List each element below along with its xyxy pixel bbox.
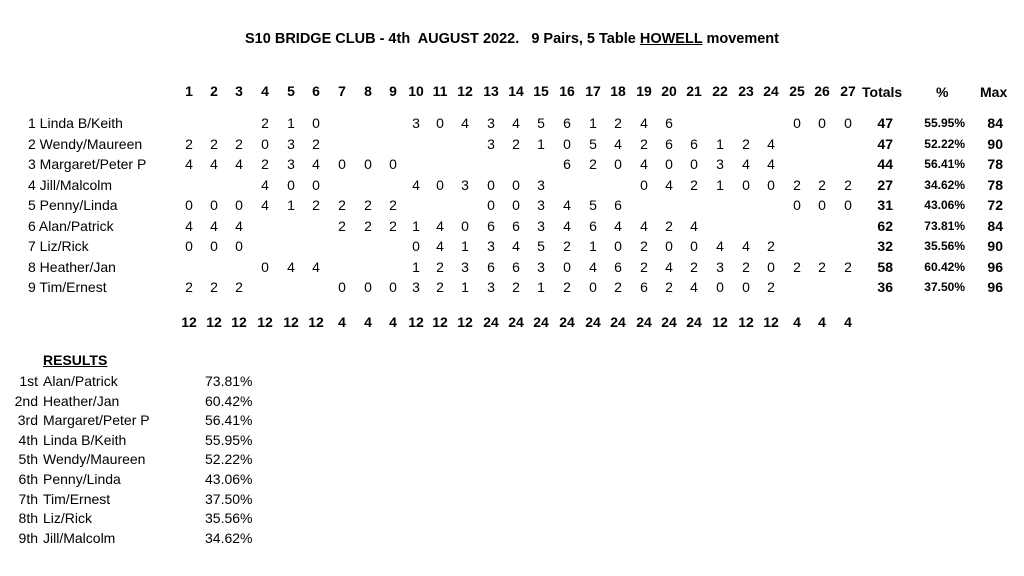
pair-name: 4 Jill/Malcolm	[28, 176, 113, 193]
result-name: Liz/Rick	[43, 510, 93, 527]
result-percent: 37.50%	[205, 490, 253, 507]
board-max: 12	[738, 314, 754, 330]
board-header: 11	[432, 83, 448, 99]
board-max: 4	[844, 314, 852, 330]
score-cell: 0	[844, 197, 852, 213]
score-cell: 2	[436, 279, 444, 295]
board-header: 1	[185, 83, 193, 99]
board-header: 16	[559, 83, 575, 99]
score-cell: 2	[563, 279, 571, 295]
score-cell: 0	[185, 238, 193, 254]
score-cell: 6	[614, 197, 622, 213]
score-cell: 0	[589, 279, 597, 295]
score-cell: 0	[512, 197, 520, 213]
board-max: 12	[457, 314, 473, 330]
pair-percent: 60.42%	[924, 259, 965, 274]
score-cell: 0	[563, 258, 571, 275]
score-cell: 0	[716, 279, 724, 295]
score-cell: 2	[312, 197, 320, 213]
board-header: 10	[408, 83, 424, 99]
score-cell: 6	[512, 217, 520, 234]
board-max: 12	[408, 314, 424, 330]
score-cell: 4	[614, 217, 622, 234]
score-cell: 0	[210, 197, 218, 213]
pair-max: 72	[987, 197, 1003, 213]
score-cell: 3	[716, 258, 724, 275]
board-max: 24	[585, 314, 601, 330]
pair-name: 6 Alan/Patrick	[28, 217, 114, 234]
board-max: 4	[389, 314, 397, 330]
pair-total: 36	[877, 279, 893, 295]
score-cell: 2	[614, 115, 622, 131]
board-max: 4	[793, 314, 801, 330]
score-cell: 0	[436, 176, 444, 193]
board-header: 14	[508, 83, 524, 99]
score-cell: 3	[716, 156, 724, 172]
result-name: Wendy/Maureen	[43, 451, 146, 468]
score-cell: 6	[690, 135, 698, 152]
pair-percent: 55.95%	[924, 116, 965, 130]
result-rank: 6th	[18, 471, 38, 487]
score-cell: 0	[690, 238, 698, 254]
score-cell: 6	[563, 156, 571, 172]
pair-total: 44	[877, 156, 893, 172]
result-name: Alan/Patrick	[43, 373, 118, 389]
percent-header: %	[936, 84, 949, 100]
pair-name: 3 Margaret/Peter P	[28, 156, 147, 172]
score-cell: 1	[461, 238, 469, 254]
pair-max: 96	[987, 279, 1003, 295]
score-cell: 2	[640, 135, 648, 152]
score-cell: 0	[312, 115, 320, 131]
score-cell: 2	[512, 279, 520, 295]
board-max: 4	[818, 314, 826, 330]
score-cell: 3	[461, 176, 469, 193]
score-cell: 0	[690, 156, 698, 172]
score-cell: 0	[665, 238, 673, 254]
board-max: 12	[432, 314, 448, 330]
score-cell: 5	[537, 115, 545, 131]
score-cell: 4	[436, 217, 444, 234]
score-cell: 2	[185, 279, 193, 295]
score-cell: 2	[614, 279, 622, 295]
score-cell: 1	[287, 115, 295, 131]
pair-name: 8 Heather/Jan	[28, 258, 116, 275]
score-cell: 0	[235, 197, 243, 213]
board-header: 12	[457, 83, 473, 99]
pair-percent: 43.06%	[924, 198, 965, 212]
score-cell: 1	[716, 135, 724, 152]
board-header: 15	[533, 83, 549, 99]
score-cell: 6	[614, 258, 622, 275]
pair-total: 31	[877, 197, 893, 213]
score-cell: 4	[716, 238, 724, 254]
board-max: 24	[533, 314, 549, 330]
score-cell: 2	[640, 258, 648, 275]
board-max: 12	[283, 314, 299, 330]
pair-max: 96	[987, 258, 1003, 275]
score-cell: 2	[767, 279, 775, 295]
score-cell: 5	[537, 238, 545, 254]
score-cell: 1	[537, 135, 545, 152]
board-max: 12	[712, 314, 728, 330]
board-max: 12	[206, 314, 222, 330]
score-cell: 3	[287, 135, 295, 152]
score-cell: 0	[389, 156, 397, 172]
board-header: 17	[585, 83, 601, 99]
score-cell: 0	[261, 258, 269, 275]
score-cell: 0	[412, 238, 420, 254]
score-cell: 4	[640, 115, 648, 131]
score-cell: 0	[364, 156, 372, 172]
board-header: 23	[738, 83, 754, 99]
score-cell: 6	[512, 258, 520, 275]
board-max: 12	[763, 314, 779, 330]
pair-max: 90	[987, 238, 1003, 254]
score-cell: 4	[690, 217, 698, 234]
score-cell: 1	[461, 279, 469, 295]
score-cell: 5	[589, 197, 597, 213]
score-cell: 6	[665, 115, 673, 131]
result-percent: 55.95%	[205, 431, 253, 448]
result-rank: 5th	[18, 451, 38, 468]
result-name: Heather/Jan	[43, 392, 120, 409]
score-cell: 0	[742, 279, 750, 295]
score-cell: 2	[210, 135, 218, 152]
score-cell: 0	[640, 176, 648, 193]
score-cell: 2	[512, 135, 520, 152]
score-cell: 0	[614, 238, 622, 254]
score-cell: 4	[665, 176, 673, 193]
score-cell: 2	[185, 135, 193, 152]
pair-max: 78	[987, 176, 1003, 193]
score-cell: 3	[487, 279, 495, 295]
page-title	[0, 31, 1024, 47]
pair-name: 5 Penny/Linda	[28, 197, 118, 213]
result-rank: 9th	[18, 529, 38, 546]
score-cell: 0	[338, 156, 346, 172]
score-cell: 4	[640, 217, 648, 234]
score-cell: 4	[235, 217, 243, 234]
score-cell: 4	[614, 135, 622, 152]
score-cell: 4	[436, 238, 444, 254]
result-rank: 2nd	[14, 392, 38, 409]
score-cell: 0	[364, 279, 372, 295]
score-cell: 0	[767, 258, 775, 275]
pair-total: 27	[877, 176, 893, 193]
score-cell: 3	[487, 115, 495, 131]
result-name: Margaret/Peter P	[43, 412, 150, 429]
score-cell: 4	[210, 217, 218, 234]
score-cell: 4	[235, 156, 243, 172]
result-percent: 35.56%	[205, 510, 253, 527]
score-cell: 4	[185, 156, 193, 172]
result-percent: 43.06%	[205, 471, 253, 487]
board-header: 3	[235, 83, 243, 99]
board-header: 21	[686, 83, 702, 99]
score-cell: 3	[412, 115, 420, 131]
score-cell: 0	[261, 135, 269, 152]
score-cell: 4	[767, 135, 775, 152]
score-cell: 5	[589, 135, 597, 152]
score-cell: 4	[640, 156, 648, 172]
board-max: 24	[559, 314, 575, 330]
score-cell: 2	[818, 176, 826, 193]
score-cell: 2	[665, 279, 673, 295]
score-cell: 4	[312, 258, 320, 275]
pair-max: 78	[987, 156, 1003, 172]
board-header: 25	[789, 83, 805, 99]
score-cell: 0	[389, 279, 397, 295]
score-cell: 3	[287, 156, 295, 172]
result-rank: 1st	[19, 373, 38, 389]
score-cell: 0	[487, 176, 495, 193]
result-rank: 7th	[18, 490, 38, 507]
score-cell: 2	[261, 115, 269, 131]
score-cell: 3	[487, 135, 495, 152]
score-cell: 2	[793, 258, 801, 275]
board-header: 7	[338, 83, 346, 99]
score-cell: 2	[235, 279, 243, 295]
score-cell: 0	[767, 176, 775, 193]
score-cell: 0	[844, 115, 852, 131]
pair-total: 47	[877, 135, 893, 152]
score-cell: 2	[640, 238, 648, 254]
score-cell: 0	[742, 176, 750, 193]
score-cell: 0	[461, 217, 469, 234]
score-cell: 4	[690, 279, 698, 295]
score-cell: 4	[210, 156, 218, 172]
result-percent: 73.81%	[205, 373, 253, 389]
score-cell: 6	[563, 115, 571, 131]
pair-max: 84	[987, 115, 1003, 131]
title-main: S10 BRIDGE CLUB - 4th AUGUST 2022. 9 Pairs, 5 Table	[245, 31, 640, 47]
board-max: 24	[508, 314, 524, 330]
score-cell: 0	[793, 115, 801, 131]
board-max: 24	[686, 314, 702, 330]
score-cell: 4	[742, 238, 750, 254]
result-percent: 34.62%	[205, 529, 253, 546]
score-cell: 3	[461, 258, 469, 275]
pair-total: 58	[877, 258, 893, 275]
pair-percent: 34.62%	[924, 177, 965, 192]
score-cell: 3	[487, 238, 495, 254]
board-header: 4	[261, 83, 269, 99]
score-cell: 4	[742, 156, 750, 172]
score-cell: 2	[818, 258, 826, 275]
score-cell: 2	[742, 135, 750, 152]
score-cell: 2	[261, 156, 269, 172]
board-max: 24	[661, 314, 677, 330]
result-rank: 8th	[18, 510, 38, 527]
result-name: Jill/Malcolm	[43, 529, 116, 546]
score-cell: 1	[589, 238, 597, 254]
pair-percent: 56.41%	[924, 157, 965, 171]
totals-header: Totals	[862, 84, 903, 100]
score-cell: 2	[338, 197, 346, 213]
score-cell: 4	[412, 176, 420, 193]
board-max: 12	[181, 314, 197, 330]
result-name: Penny/Linda	[43, 471, 121, 487]
pair-total: 62	[877, 217, 893, 234]
score-cell: 2	[389, 197, 397, 213]
score-cell: 3	[537, 217, 545, 234]
score-cell: 0	[338, 279, 346, 295]
score-cell: 1	[412, 217, 420, 234]
score-cell: 2	[690, 258, 698, 275]
score-cell: 4	[461, 115, 469, 131]
score-cell: 0	[210, 238, 218, 254]
result-percent: 56.41%	[205, 412, 253, 429]
result-rank: 3rd	[17, 412, 38, 429]
score-cell: 2	[338, 217, 346, 234]
score-cell: 2	[436, 258, 444, 275]
score-cell: 2	[389, 217, 397, 234]
board-header: 24	[763, 83, 779, 99]
score-cell: 6	[640, 279, 648, 295]
board-header: 22	[712, 83, 728, 99]
score-cell: 4	[512, 238, 520, 254]
score-cell: 2	[589, 156, 597, 172]
score-cell: 0	[185, 197, 193, 213]
board-header: 2	[210, 83, 218, 99]
score-cell: 2	[364, 217, 372, 234]
score-cell: 1	[537, 279, 545, 295]
title-suffix: movement	[702, 31, 779, 47]
score-cell: 0	[487, 197, 495, 213]
score-cell: 0	[818, 115, 826, 131]
pair-name: 1 Linda B/Keith	[28, 115, 123, 131]
score-cell: 1	[589, 115, 597, 131]
score-cell: 4	[563, 197, 571, 213]
pair-total: 47	[877, 115, 893, 131]
score-cell: 2	[793, 176, 801, 193]
pair-name: 7 Liz/Rick	[28, 238, 89, 254]
pair-percent: 52.22%	[924, 136, 965, 151]
board-max: 12	[308, 314, 324, 330]
board-header: 6	[312, 83, 320, 99]
pair-percent: 35.56%	[924, 239, 965, 253]
score-cell: 6	[665, 135, 673, 152]
board-max: 24	[483, 314, 499, 330]
score-cell: 6	[589, 217, 597, 234]
score-cell: 0	[665, 156, 673, 172]
score-cell: 2	[844, 258, 852, 275]
pair-name: 2 Wendy/Maureen	[28, 135, 143, 152]
score-cell: 2	[844, 176, 852, 193]
pair-percent: 73.81%	[924, 218, 965, 233]
score-cell: 3	[537, 197, 545, 213]
score-cell: 1	[287, 197, 295, 213]
score-cell: 6	[487, 217, 495, 234]
result-percent: 52.22%	[205, 451, 253, 468]
board-header: 18	[610, 83, 626, 99]
score-cell: 4	[767, 156, 775, 172]
pair-percent: 37.50%	[924, 280, 965, 294]
score-cell: 0	[512, 176, 520, 193]
score-cell: 4	[287, 258, 295, 275]
score-cell: 6	[487, 258, 495, 275]
score-cell: 2	[690, 176, 698, 193]
score-cell: 2	[767, 238, 775, 254]
score-cell: 4	[312, 156, 320, 172]
board-header: 27	[840, 83, 856, 99]
score-cell: 4	[261, 176, 269, 193]
title-movement: HOWELL	[639, 31, 703, 47]
board-header: 13	[483, 83, 499, 99]
board-header: 8	[364, 83, 372, 99]
score-cell: 4	[589, 258, 597, 275]
score-cell: 0	[793, 197, 801, 213]
results-heading: RESULTS	[43, 352, 108, 368]
result-rank: 4th	[18, 431, 38, 448]
score-cell: 4	[261, 197, 269, 213]
max-header: Max	[980, 84, 1008, 100]
score-cell: 3	[537, 258, 545, 275]
score-cell: 2	[742, 258, 750, 275]
pair-max: 90	[987, 135, 1003, 152]
score-cell: 4	[563, 217, 571, 234]
board-max: 12	[231, 314, 247, 330]
score-cell: 2	[312, 135, 320, 152]
score-cell: 4	[512, 115, 520, 131]
score-cell: 0	[436, 115, 444, 131]
board-header: 5	[287, 83, 295, 99]
score-cell: 0	[614, 156, 622, 172]
score-cell: 2	[364, 197, 372, 213]
score-cell: 4	[665, 258, 673, 275]
result-name: Linda B/Keith	[43, 431, 127, 448]
board-header: 20	[661, 83, 677, 99]
board-max: 12	[257, 314, 273, 330]
board-header: 19	[636, 83, 652, 99]
result-name: Tim/Ernest	[43, 490, 111, 507]
pair-total: 32	[877, 238, 893, 254]
board-max: 24	[610, 314, 626, 330]
score-cell: 2	[563, 238, 571, 254]
score-cell: 0	[235, 238, 243, 254]
pair-max: 84	[987, 217, 1003, 234]
score-cell: 0	[818, 197, 826, 213]
score-cell: 2	[665, 217, 673, 234]
score-cell: 3	[537, 176, 545, 193]
score-cell: 0	[563, 135, 571, 152]
score-cell: 1	[716, 176, 724, 193]
board-max: 4	[338, 314, 346, 330]
result-percent: 60.42%	[205, 392, 253, 409]
board-max: 24	[636, 314, 652, 330]
score-cell: 2	[235, 135, 243, 152]
score-cell: 0	[287, 176, 295, 193]
score-cell: 1	[412, 258, 420, 275]
board-header: 26	[814, 83, 830, 99]
score-cell: 0	[312, 176, 320, 193]
board-max: 4	[364, 314, 372, 330]
pair-name: 9 Tim/Ernest	[28, 279, 107, 295]
score-cell: 3	[412, 279, 420, 295]
score-cell: 2	[210, 279, 218, 295]
score-cell: 4	[185, 217, 193, 234]
board-header: 9	[389, 83, 397, 99]
